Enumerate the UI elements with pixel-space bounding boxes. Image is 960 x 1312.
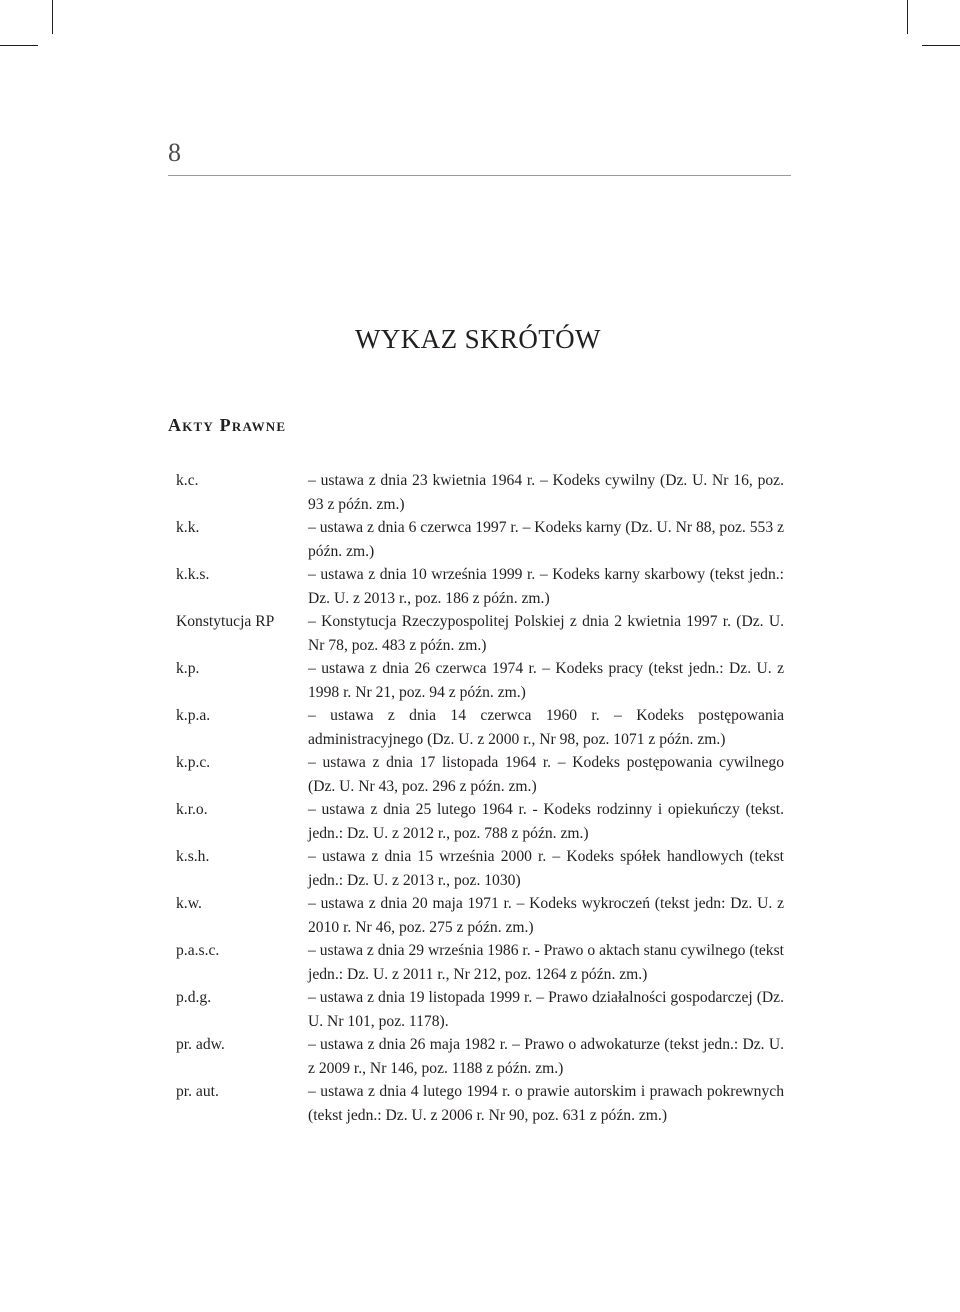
- abbreviation-entry: [176, 1033, 786, 1080]
- abbreviation-description: – ustawa z dnia 20 maja 1971 r. – Kodeks wykroczeń (tekst jedn: Dz. U. z 2010 r. Nr 46, poz. 275 z późn. zm.): [308, 895, 784, 936]
- abbreviation-entry: [176, 892, 786, 939]
- abbreviation: Konstytucja RP: [176, 613, 275, 630]
- abbreviation: k.k.: [176, 519, 200, 536]
- abbreviation-entry: [176, 469, 786, 516]
- abbreviation: k.p.c.: [176, 754, 211, 771]
- crop-mark-top-left-vertical: [52, 0, 53, 34]
- abbreviation: pr. aut.: [176, 1083, 219, 1100]
- abbreviation: k.s.h.: [176, 848, 210, 865]
- abbreviation-entry: [176, 1080, 786, 1127]
- abbreviation-entry: [176, 986, 786, 1033]
- abbreviation: k.p.: [176, 660, 200, 677]
- section-heading: Akty Prawne: [168, 415, 287, 435]
- abbreviation-entry: [176, 751, 786, 798]
- crop-mark-top-right-horizontal: [922, 45, 960, 46]
- abbreviation-entry: [176, 939, 786, 986]
- page-number: 8: [168, 138, 181, 167]
- abbreviation: p.a.s.c.: [176, 942, 220, 959]
- abbreviation-description: – ustawa z dnia 6 czerwca 1997 r. – Kodeks karny (Dz. U. Nr 88, poz. 553 z późn. zm.): [308, 519, 784, 560]
- abbreviation: k.k.s.: [176, 566, 210, 583]
- abbreviation-description: – ustawa z dnia 25 lutego 1964 r. - Kodeks rodzinny i opiekuńczy (tekst. jedn.: Dz. U. z 2012 r., poz. 788 z późn. zm.): [308, 801, 784, 842]
- abbreviation: k.c.: [176, 472, 199, 489]
- abbreviation-entry: [176, 845, 786, 892]
- abbreviation-description: – ustawa z dnia 29 września 1986 r. - Prawo o aktach stanu cywilnego (tekst jedn.: Dz. U. z 2011 r., Nr 212, poz. 1264 z późn. zm.): [308, 942, 784, 983]
- abbreviation-entry: [176, 704, 786, 751]
- abbreviation-entry: [176, 657, 786, 704]
- abbreviation: k.p.a.: [176, 707, 211, 724]
- abbreviation-description: – ustawa z dnia 26 maja 1982 r. – Prawo o adwokaturze (tekst jedn.: Dz. U. z 2009 r., Nr 146, poz. 1188 z późn. zm.): [308, 1036, 784, 1077]
- crop-mark-top-left-horizontal: [0, 45, 38, 46]
- abbreviation: p.d.g.: [176, 989, 212, 1006]
- abbreviation-description: – ustawa z dnia 19 listopada 1999 r. – Prawo działalności gospodarczej (Dz. U. Nr 101, poz. 1178).: [308, 989, 784, 1030]
- abbreviation-description: – ustawa z dnia 14 czerwca 1960 r. – Kodeks postępowania administracyjnego (Dz. U. z 2000 r., Nr 98, poz. 1071 z późn. zm.): [308, 707, 784, 748]
- abbreviation-description: – ustawa z dnia 23 kwietnia 1964 r. – Kodeks cywilny (Dz. U. Nr 16, poz. 93 z późn. zm.): [308, 472, 784, 513]
- abbreviation: k.w.: [176, 895, 202, 912]
- abbreviation-entry: [176, 610, 786, 657]
- abbreviation-description: – ustawa z dnia 26 czerwca 1974 r. – Kodeks pracy (tekst jedn.: Dz. U. z 1998 r. Nr 21, poz. 94 z późn. zm.): [308, 660, 784, 701]
- abbreviation-list: [176, 469, 786, 1127]
- abbreviation: k.r.o.: [176, 801, 208, 818]
- abbreviation-entry: [176, 563, 786, 610]
- abbreviation-entry: [176, 798, 786, 845]
- page-title: WYKAZ SKRÓTÓW: [355, 324, 601, 354]
- crop-mark-top-right-vertical: [907, 0, 908, 34]
- abbreviation-description: – Konstytucja Rzeczypospolitej Polskiej z dnia 2 kwietnia 1997 r. (Dz. U. Nr 78, poz. 483 z późn. zm.): [308, 613, 784, 654]
- abbreviation: pr. adw.: [176, 1036, 225, 1053]
- abbreviation-description: – ustawa z dnia 17 listopada 1964 r. – Kodeks postępowania cywilnego (Dz. U. Nr 43, poz. 296 z późn. zm.): [308, 754, 784, 795]
- abbreviation-description: – ustawa z dnia 15 września 2000 r. – Kodeks spółek handlowych (tekst jedn.: Dz. U. z 2013 r., poz. 1030): [308, 848, 784, 889]
- abbreviation-description: – ustawa z dnia 4 lutego 1994 r. o prawie autorskim i prawach pokrewnych (tekst jedn.: Dz. U. z 2006 r. Nr 90, poz. 631 z późn. zm.): [308, 1083, 784, 1124]
- header-rule: [168, 175, 791, 176]
- abbreviation-description: – ustawa z dnia 10 września 1999 r. – Kodeks karny skarbowy (tekst jedn.: Dz. U. z 2013 r., poz. 186 z późn. zm.): [308, 566, 784, 607]
- abbreviation-entry: [176, 516, 786, 563]
